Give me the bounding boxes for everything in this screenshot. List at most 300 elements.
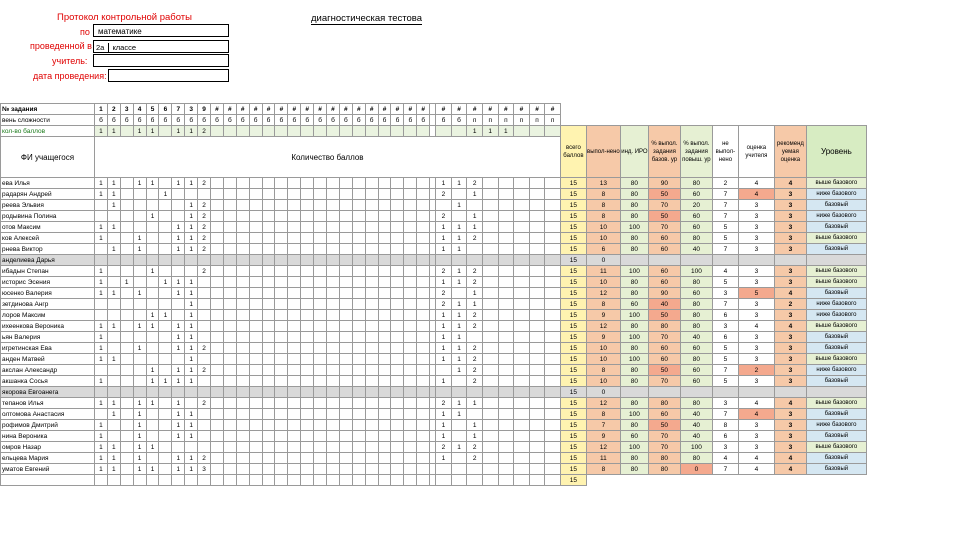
score-cell[interactable] <box>514 464 530 475</box>
score-cell[interactable]: 1 <box>107 453 120 464</box>
score-cell[interactable] <box>482 464 498 475</box>
recommended-cell[interactable]: 3 <box>774 277 806 288</box>
not-done-cell[interactable]: 4 <box>712 266 738 277</box>
not-done-cell[interactable]: 7 <box>712 244 738 255</box>
score-cell[interactable] <box>529 354 545 365</box>
teacher-grade-cell[interactable]: 3 <box>738 211 774 222</box>
score-cell[interactable]: 2 <box>198 266 211 277</box>
score-cell[interactable]: 1 <box>146 442 159 453</box>
score-cell[interactable]: 1 <box>95 222 108 233</box>
score-cell[interactable]: 2 <box>198 343 211 354</box>
iro-cell[interactable]: 80 <box>620 453 648 464</box>
score-cell[interactable] <box>339 398 352 409</box>
pct-base-cell[interactable]: 70 <box>648 200 680 211</box>
score-cell[interactable] <box>529 398 545 409</box>
task-number-cell[interactable]: 4 <box>133 104 146 115</box>
score-cell[interactable]: 1 <box>95 442 108 453</box>
task-number-cell[interactable]: # <box>288 104 301 115</box>
score-cell[interactable] <box>378 409 391 420</box>
student-name[interactable]: ков Алексей <box>1 233 95 244</box>
score-cell[interactable] <box>514 288 530 299</box>
not-done-cell[interactable]: 7 <box>712 189 738 200</box>
score-cell[interactable] <box>352 255 365 266</box>
difficulty-cell[interactable]: б <box>404 115 417 126</box>
score-cell[interactable] <box>529 376 545 387</box>
score-cell[interactable] <box>236 211 249 222</box>
score-cell[interactable] <box>120 332 133 343</box>
score-cell[interactable] <box>262 288 275 299</box>
score-cell[interactable] <box>236 200 249 211</box>
pct-adv-cell[interactable]: 80 <box>680 354 712 365</box>
score-cell[interactable] <box>482 310 498 321</box>
score-cell[interactable] <box>146 420 159 431</box>
score-cell[interactable] <box>288 365 301 376</box>
score-cell[interactable] <box>514 387 530 398</box>
score-cell[interactable] <box>262 409 275 420</box>
score-cell[interactable] <box>211 211 224 222</box>
score-cell[interactable] <box>417 453 430 464</box>
score-cell[interactable] <box>482 200 498 211</box>
score-cell[interactable] <box>288 244 301 255</box>
score-cell[interactable] <box>120 310 133 321</box>
score-cell[interactable] <box>352 189 365 200</box>
score-cell[interactable]: 1 <box>95 288 108 299</box>
score-cell[interactable] <box>514 178 530 189</box>
score-cell[interactable] <box>211 189 224 200</box>
score-cell[interactable] <box>404 431 417 442</box>
score-cell[interactable] <box>339 211 352 222</box>
score-cell[interactable] <box>211 475 224 486</box>
score-cell[interactable] <box>159 178 172 189</box>
recommended-cell[interactable]: 4 <box>774 398 806 409</box>
score-cell[interactable] <box>514 332 530 343</box>
score-cell[interactable] <box>545 200 561 211</box>
score-cell[interactable] <box>327 442 340 453</box>
score-cell[interactable] <box>198 409 211 420</box>
score-cell[interactable] <box>159 288 172 299</box>
score-cell[interactable]: 1 <box>95 398 108 409</box>
not-done-cell[interactable]: 2 <box>712 178 738 189</box>
score-cell[interactable] <box>378 255 391 266</box>
pct-base-cell[interactable]: 90 <box>648 288 680 299</box>
score-cell[interactable] <box>288 255 301 266</box>
pct-base-cell[interactable]: 40 <box>648 299 680 310</box>
score-cell[interactable]: 1 <box>436 376 452 387</box>
recommended-cell[interactable]: 4 <box>774 321 806 332</box>
score-cell[interactable] <box>198 420 211 431</box>
student-name[interactable]: анделиева Дарья <box>1 255 95 266</box>
difficulty-cell[interactable]: б <box>417 115 430 126</box>
score-cell[interactable] <box>249 343 262 354</box>
score-cell[interactable]: 1 <box>451 409 467 420</box>
score-cell[interactable] <box>498 244 514 255</box>
score-cell[interactable] <box>391 376 404 387</box>
done-cell[interactable]: 8 <box>586 464 620 475</box>
pct-adv-cell[interactable]: 80 <box>680 178 712 189</box>
score-cell[interactable] <box>314 321 327 332</box>
score-cell[interactable] <box>378 266 391 277</box>
score-cell[interactable] <box>339 420 352 431</box>
student-name[interactable]: ибадын Степан <box>1 266 95 277</box>
score-cell[interactable] <box>223 288 236 299</box>
score-cell[interactable]: 1 <box>95 453 108 464</box>
task-number-cell[interactable]: # <box>314 104 327 115</box>
score-cell[interactable] <box>223 376 236 387</box>
not-done-cell[interactable]: 3 <box>712 321 738 332</box>
score-cell[interactable] <box>391 189 404 200</box>
score-cell[interactable] <box>417 376 430 387</box>
score-cell[interactable] <box>133 332 146 343</box>
score-cell[interactable] <box>262 376 275 387</box>
score-cell[interactable] <box>436 365 452 376</box>
score-cell[interactable] <box>262 189 275 200</box>
teacher-grade-cell[interactable]: 4 <box>738 464 774 475</box>
score-cell[interactable] <box>262 222 275 233</box>
score-cell[interactable] <box>404 200 417 211</box>
level-cell[interactable]: ниже базового <box>806 189 866 200</box>
score-cell[interactable] <box>404 244 417 255</box>
teacher-grade-cell[interactable]: 4 <box>738 398 774 409</box>
score-cell[interactable] <box>133 211 146 222</box>
score-cell[interactable] <box>352 299 365 310</box>
done-cell[interactable]: 10 <box>586 343 620 354</box>
score-cell[interactable] <box>498 321 514 332</box>
done-cell[interactable]: 6 <box>586 244 620 255</box>
score-cell[interactable] <box>352 321 365 332</box>
score-cell[interactable] <box>404 365 417 376</box>
pct-base-cell[interactable]: 50 <box>648 365 680 376</box>
score-cell[interactable] <box>223 409 236 420</box>
iro-header[interactable]: инд. ИРО <box>620 126 648 178</box>
score-cell[interactable] <box>314 343 327 354</box>
student-name[interactable]: акшанка Сосья <box>1 376 95 387</box>
score-cell[interactable] <box>211 222 224 233</box>
score-cell[interactable] <box>327 453 340 464</box>
score-cell[interactable] <box>159 398 172 409</box>
score-cell[interactable]: 2 <box>467 453 483 464</box>
recommended-cell[interactable]: 4 <box>774 464 806 475</box>
teacher-grade-cell[interactable]: 3 <box>738 420 774 431</box>
task-number-cell[interactable]: # <box>249 104 262 115</box>
pct-base-header[interactable]: % выпол. задания базов. ур <box>648 126 680 178</box>
score-cell[interactable] <box>314 365 327 376</box>
score-cell[interactable] <box>159 420 172 431</box>
total-cell[interactable]: 15 <box>560 431 586 442</box>
score-cell[interactable] <box>301 343 314 354</box>
done-cell[interactable]: 11 <box>586 266 620 277</box>
score-cell[interactable] <box>262 233 275 244</box>
score-cell[interactable] <box>545 310 561 321</box>
score-cell[interactable] <box>120 365 133 376</box>
score-cell[interactable] <box>391 453 404 464</box>
score-cell[interactable] <box>185 475 198 486</box>
score-cell[interactable] <box>451 189 467 200</box>
score-cell[interactable]: 2 <box>198 233 211 244</box>
pct-base-cell[interactable]: 50 <box>648 189 680 200</box>
score-cell[interactable] <box>404 453 417 464</box>
iro-cell[interactable]: 80 <box>620 365 648 376</box>
score-cell[interactable] <box>211 178 224 189</box>
pct-adv-cell[interactable] <box>680 387 712 398</box>
score-cell[interactable] <box>146 233 159 244</box>
score-cell[interactable] <box>288 343 301 354</box>
not-done-cell[interactable] <box>712 387 738 398</box>
score-cell[interactable] <box>365 200 378 211</box>
done-cell[interactable]: 0 <box>586 255 620 266</box>
score-cell[interactable] <box>211 266 224 277</box>
score-cell[interactable] <box>436 475 452 486</box>
score-cell[interactable] <box>223 398 236 409</box>
score-cell[interactable] <box>417 431 430 442</box>
score-cell[interactable] <box>133 277 146 288</box>
score-cell[interactable] <box>417 233 430 244</box>
score-cell[interactable] <box>146 200 159 211</box>
score-cell[interactable] <box>391 464 404 475</box>
total-cell[interactable]: 15 <box>560 365 586 376</box>
score-cell[interactable] <box>378 211 391 222</box>
score-cell[interactable] <box>262 321 275 332</box>
score-cell[interactable] <box>262 398 275 409</box>
score-cell[interactable] <box>545 420 561 431</box>
score-cell[interactable] <box>262 464 275 475</box>
score-cell[interactable]: 1 <box>107 409 120 420</box>
teacher-grade-cell[interactable]: 4 <box>738 453 774 464</box>
blank-cell[interactable] <box>648 115 680 126</box>
iro-cell[interactable]: 100 <box>620 442 648 453</box>
difficulty-cell[interactable]: п <box>482 115 498 126</box>
score-cell[interactable] <box>404 277 417 288</box>
task-number-cell[interactable]: # <box>339 104 352 115</box>
points-label[interactable]: кол-во баллов <box>1 126 95 137</box>
score-cell[interactable] <box>391 354 404 365</box>
score-cell[interactable] <box>133 387 146 398</box>
score-cell[interactable] <box>327 178 340 189</box>
score-cell[interactable] <box>107 365 120 376</box>
points-cell[interactable] <box>451 126 467 137</box>
score-cell[interactable] <box>301 365 314 376</box>
iro-cell[interactable] <box>620 255 648 266</box>
score-cell[interactable] <box>365 420 378 431</box>
score-cell[interactable] <box>327 398 340 409</box>
score-cell[interactable] <box>120 387 133 398</box>
teacher-grade-header[interactable]: оценка учителя <box>738 126 774 178</box>
score-cell[interactable]: 1 <box>172 277 185 288</box>
pct-adv-cell[interactable]: 60 <box>680 376 712 387</box>
score-cell[interactable] <box>262 244 275 255</box>
score-cell[interactable]: 2 <box>198 211 211 222</box>
score-cell[interactable]: 1 <box>133 453 146 464</box>
task-number-cell[interactable]: 2 <box>107 104 120 115</box>
score-cell[interactable] <box>172 200 185 211</box>
score-cell[interactable]: 2 <box>467 354 483 365</box>
score-cell[interactable] <box>327 288 340 299</box>
score-cell[interactable]: 1 <box>436 420 452 431</box>
blank-cell[interactable] <box>712 115 738 126</box>
score-cell[interactable]: 2 <box>198 178 211 189</box>
score-cell[interactable] <box>262 255 275 266</box>
score-cell[interactable] <box>301 464 314 475</box>
score-cell[interactable] <box>404 376 417 387</box>
score-cell[interactable] <box>498 189 514 200</box>
score-cell[interactable] <box>146 277 159 288</box>
score-cell[interactable] <box>498 255 514 266</box>
score-cell[interactable] <box>365 233 378 244</box>
score-cell[interactable]: 1 <box>133 321 146 332</box>
points-cell[interactable] <box>514 126 530 137</box>
score-cell[interactable] <box>365 431 378 442</box>
not-done-cell[interactable]: 4 <box>712 453 738 464</box>
score-cell[interactable] <box>339 277 352 288</box>
score-cell[interactable]: 1 <box>436 244 452 255</box>
score-cell[interactable] <box>378 200 391 211</box>
score-cell[interactable] <box>327 321 340 332</box>
score-cell[interactable] <box>314 387 327 398</box>
score-cell[interactable] <box>417 420 430 431</box>
score-cell[interactable] <box>249 453 262 464</box>
score-cell[interactable] <box>236 431 249 442</box>
score-cell[interactable] <box>249 244 262 255</box>
difficulty-cell[interactable]: б <box>223 115 236 126</box>
recommended-cell[interactable]: 3 <box>774 420 806 431</box>
score-cell[interactable] <box>249 398 262 409</box>
score-cell[interactable] <box>301 387 314 398</box>
score-cell[interactable] <box>236 189 249 200</box>
score-cell[interactable]: 2 <box>467 321 483 332</box>
score-cell[interactable] <box>236 332 249 343</box>
score-cell[interactable] <box>482 387 498 398</box>
score-cell[interactable] <box>339 343 352 354</box>
score-cell[interactable] <box>314 189 327 200</box>
score-cell[interactable] <box>120 420 133 431</box>
score-cell[interactable] <box>288 233 301 244</box>
task-label[interactable]: № задания <box>1 104 95 115</box>
score-cell[interactable] <box>545 409 561 420</box>
score-cell[interactable] <box>352 409 365 420</box>
pct-adv-cell[interactable]: 60 <box>680 343 712 354</box>
score-cell[interactable] <box>417 266 430 277</box>
score-cell[interactable] <box>327 354 340 365</box>
score-cell[interactable] <box>133 310 146 321</box>
pct-adv-cell[interactable]: 60 <box>680 365 712 376</box>
score-cell[interactable] <box>159 475 172 486</box>
score-cell[interactable] <box>378 453 391 464</box>
score-cell[interactable] <box>275 277 288 288</box>
score-cell[interactable] <box>365 475 378 486</box>
score-cell[interactable] <box>107 255 120 266</box>
points-cell[interactable] <box>327 126 340 137</box>
score-cell[interactable] <box>391 387 404 398</box>
score-cell[interactable] <box>95 310 108 321</box>
score-cell[interactable] <box>159 244 172 255</box>
score-cell[interactable] <box>249 189 262 200</box>
score-cell[interactable] <box>352 431 365 442</box>
score-cell[interactable] <box>288 189 301 200</box>
score-cell[interactable] <box>545 178 561 189</box>
pct-adv-cell[interactable]: 20 <box>680 200 712 211</box>
score-cell[interactable]: 1 <box>107 398 120 409</box>
score-cell[interactable] <box>236 398 249 409</box>
blank-cell[interactable] <box>738 104 774 115</box>
score-cell[interactable] <box>514 343 530 354</box>
score-cell[interactable] <box>545 332 561 343</box>
score-cell[interactable] <box>236 178 249 189</box>
score-cell[interactable] <box>482 343 498 354</box>
score-cell[interactable]: 1 <box>146 211 159 222</box>
not-done-cell[interactable]: 7 <box>712 211 738 222</box>
level-cell[interactable]: выше базового <box>806 321 866 332</box>
points-cell[interactable]: 1 <box>172 126 185 137</box>
score-cell[interactable] <box>275 178 288 189</box>
score-cell[interactable] <box>301 189 314 200</box>
score-cell[interactable] <box>451 475 467 486</box>
score-cell[interactable] <box>498 398 514 409</box>
score-cell[interactable] <box>545 453 561 464</box>
score-cell[interactable] <box>314 288 327 299</box>
score-cell[interactable] <box>482 222 498 233</box>
score-cell[interactable] <box>417 365 430 376</box>
difficulty-cell[interactable]: б <box>159 115 172 126</box>
score-cell[interactable] <box>514 244 530 255</box>
score-cell[interactable] <box>365 211 378 222</box>
difficulty-cell[interactable]: б <box>301 115 314 126</box>
score-cell[interactable] <box>352 387 365 398</box>
score-cell[interactable] <box>249 442 262 453</box>
score-cell[interactable] <box>514 398 530 409</box>
fio-header[interactable]: ФИ учащегося <box>1 137 95 178</box>
student-name[interactable] <box>1 475 95 486</box>
points-cell[interactable] <box>436 126 452 137</box>
score-cell[interactable] <box>391 266 404 277</box>
pct-adv-cell[interactable]: 80 <box>680 233 712 244</box>
score-cell[interactable] <box>120 321 133 332</box>
done-cell[interactable]: 8 <box>586 189 620 200</box>
total-cell[interactable]: 15 <box>560 255 586 266</box>
done-header[interactable]: выпол-нено <box>586 126 620 178</box>
score-cell[interactable]: 1 <box>133 431 146 442</box>
score-cell[interactable] <box>159 343 172 354</box>
score-cell[interactable] <box>146 189 159 200</box>
score-cell[interactable]: 1 <box>107 178 120 189</box>
recommended-cell[interactable]: 3 <box>774 244 806 255</box>
score-cell[interactable] <box>301 409 314 420</box>
score-cell[interactable] <box>262 475 275 486</box>
difficulty-cell[interactable]: б <box>314 115 327 126</box>
score-cell[interactable]: 1 <box>95 233 108 244</box>
score-cell[interactable] <box>314 453 327 464</box>
student-name[interactable]: рнева Виктор <box>1 244 95 255</box>
score-cell[interactable] <box>146 431 159 442</box>
score-cell[interactable] <box>120 475 133 486</box>
not-done-cell[interactable]: 3 <box>712 288 738 299</box>
score-cell[interactable] <box>211 332 224 343</box>
score-cell[interactable] <box>288 475 301 486</box>
score-cell[interactable] <box>249 332 262 343</box>
score-cell[interactable] <box>378 420 391 431</box>
score-cell[interactable] <box>529 255 545 266</box>
score-cell[interactable] <box>545 266 561 277</box>
points-cell[interactable] <box>378 126 391 137</box>
score-cell[interactable] <box>339 178 352 189</box>
score-cell[interactable] <box>107 277 120 288</box>
student-name[interactable]: лоров Максим <box>1 310 95 321</box>
score-cell[interactable] <box>288 431 301 442</box>
done-cell[interactable]: 12 <box>586 288 620 299</box>
score-cell[interactable] <box>482 299 498 310</box>
done-cell[interactable]: 8 <box>586 409 620 420</box>
score-cell[interactable] <box>327 464 340 475</box>
score-cell[interactable] <box>417 288 430 299</box>
student-name[interactable]: реева Эльвия <box>1 200 95 211</box>
